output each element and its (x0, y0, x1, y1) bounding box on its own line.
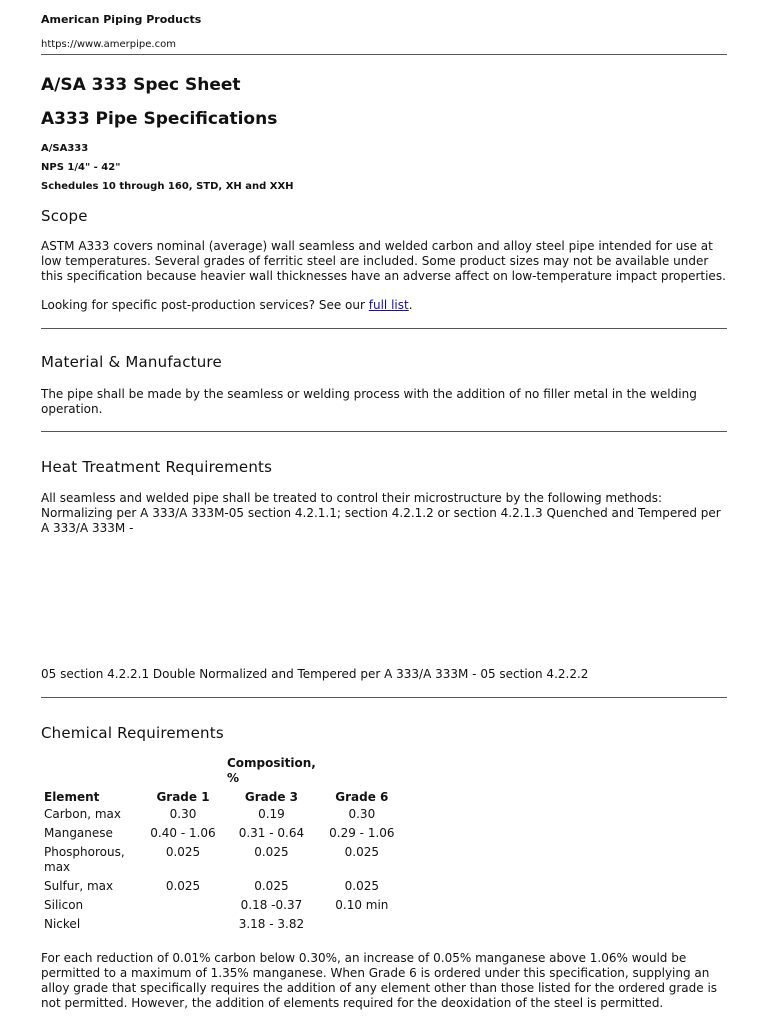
scope-heading: Scope (41, 207, 88, 225)
table-row (41, 879, 405, 898)
element-cell: Silicon (44, 898, 84, 912)
element-cell: Carbon, max (44, 807, 122, 821)
header-divider (41, 54, 727, 55)
page-subtitle: A333 Pipe Specifications (41, 109, 278, 129)
site-name: American Piping Products (41, 13, 202, 26)
grade3-cell: 0.025 (254, 845, 289, 859)
section-divider (41, 328, 727, 329)
chemical-heading: Chemical Requirements (41, 724, 224, 742)
column-header: Grade 3 (244, 790, 298, 804)
element-cell: Manganese (44, 826, 113, 840)
element-cell: Sulfur, max (44, 879, 114, 893)
column-header: Grade 1 (156, 790, 210, 804)
grade1-cell: 0.025 (165, 879, 201, 893)
table-row (41, 807, 405, 826)
spec-code: A/SA333 (41, 143, 89, 154)
grade1-cell (142, 898, 224, 917)
grade6-cell: 0.29 - 1.06 (329, 826, 395, 840)
table-row (41, 917, 405, 936)
chemical-requirements-table (41, 756, 405, 936)
full-list-link[interactable]: full list (368, 298, 409, 312)
grade3-cell: 0.19 (258, 807, 285, 821)
services-suffix: . (408, 298, 413, 312)
column-header: Element (44, 790, 100, 804)
grade6-cell: 0.30 (348, 807, 376, 821)
grade6-cell (319, 917, 405, 936)
table-row (41, 826, 405, 845)
table-group-header-row (41, 756, 405, 788)
site-url: https://www.amerpipe.com (41, 39, 176, 50)
grade1-cell: 0.30 (169, 807, 197, 821)
page-title: A/SA 333 Spec Sheet (41, 75, 241, 95)
column-header: Grade 6 (335, 790, 389, 804)
heat-treatment-heading: Heat Treatment Requirements (41, 458, 273, 476)
table-row (41, 845, 405, 879)
grade3-cell: 0.18 -0.37 (240, 898, 303, 912)
composition-header: Composition, % (227, 756, 316, 785)
grade3-cell: 0.025 (254, 879, 289, 893)
chemical-note: For each reduction of 0.01% carbon below 0.30%, an increase of 0.05% manganese above 1.06% would be permitted to a maximum of 1.35% manganese. When Grade 6 is ordered under this specification, supplying an alloy grade that specifically requires the addition of any element other than those listed for the ordered grade is not permitted. However, the addition of elements required for the deoxidation of the steel is permitted. (41, 951, 718, 1010)
grade6-cell: 0.10 min (335, 898, 389, 912)
section-divider (41, 431, 727, 432)
table-row (41, 898, 405, 917)
grade3-cell: 0.31 - 0.64 (238, 826, 305, 840)
grade6-cell: 0.025 (344, 845, 380, 859)
schedules: Schedules 10 through 160, STD, XH and XXH (41, 181, 294, 192)
grade6-cell: 0.025 (344, 879, 380, 893)
section-divider (41, 697, 727, 698)
grade3-cell: 3.18 - 3.82 (238, 917, 305, 931)
services-prefix: Looking for specific post-production services? See our (41, 298, 369, 312)
element-cell: Nickel (44, 917, 81, 931)
grade1-cell: 0.025 (165, 845, 201, 859)
material-heading: Material & Manufacture (41, 353, 222, 371)
scope-text: ASTM A333 covers nominal (average) wall seamless and welded carbon and alloy steel pipe intended for use at low temperatures. Several grades of ferritic steel are included. Some product sizes may not be available under this specification because heavier wall thicknesses have an adverse affect on low-temperature impact properties. (41, 239, 726, 283)
heat-treatment-text: All seamless and welded pipe shall be treated to control their microstructure by the following methods: Normalizing per A 333/A 333M-05 section 4.2.1.1; section 4.2.1.2 or section 4.2.1.3 Quenched and Tempered per A 333/A 333M - (41, 491, 721, 535)
nps-range: NPS 1/4" - 42" (41, 162, 121, 173)
element-cell: Phosphorous, max (44, 845, 125, 874)
services-line (41, 298, 727, 313)
grade1-cell (142, 917, 224, 936)
heat-treatment-text-continued: 05 section 4.2.2.1 Double Normalized and Tempered per A 333/A 333M - 05 section 4.2.2.2 (41, 667, 589, 681)
table-header-row (41, 788, 405, 807)
material-text: The pipe shall be made by the seamless or welding process with the addition of no filler metal in the welding operation. (41, 387, 697, 416)
grade1-cell: 0.40 - 1.06 (150, 826, 216, 840)
